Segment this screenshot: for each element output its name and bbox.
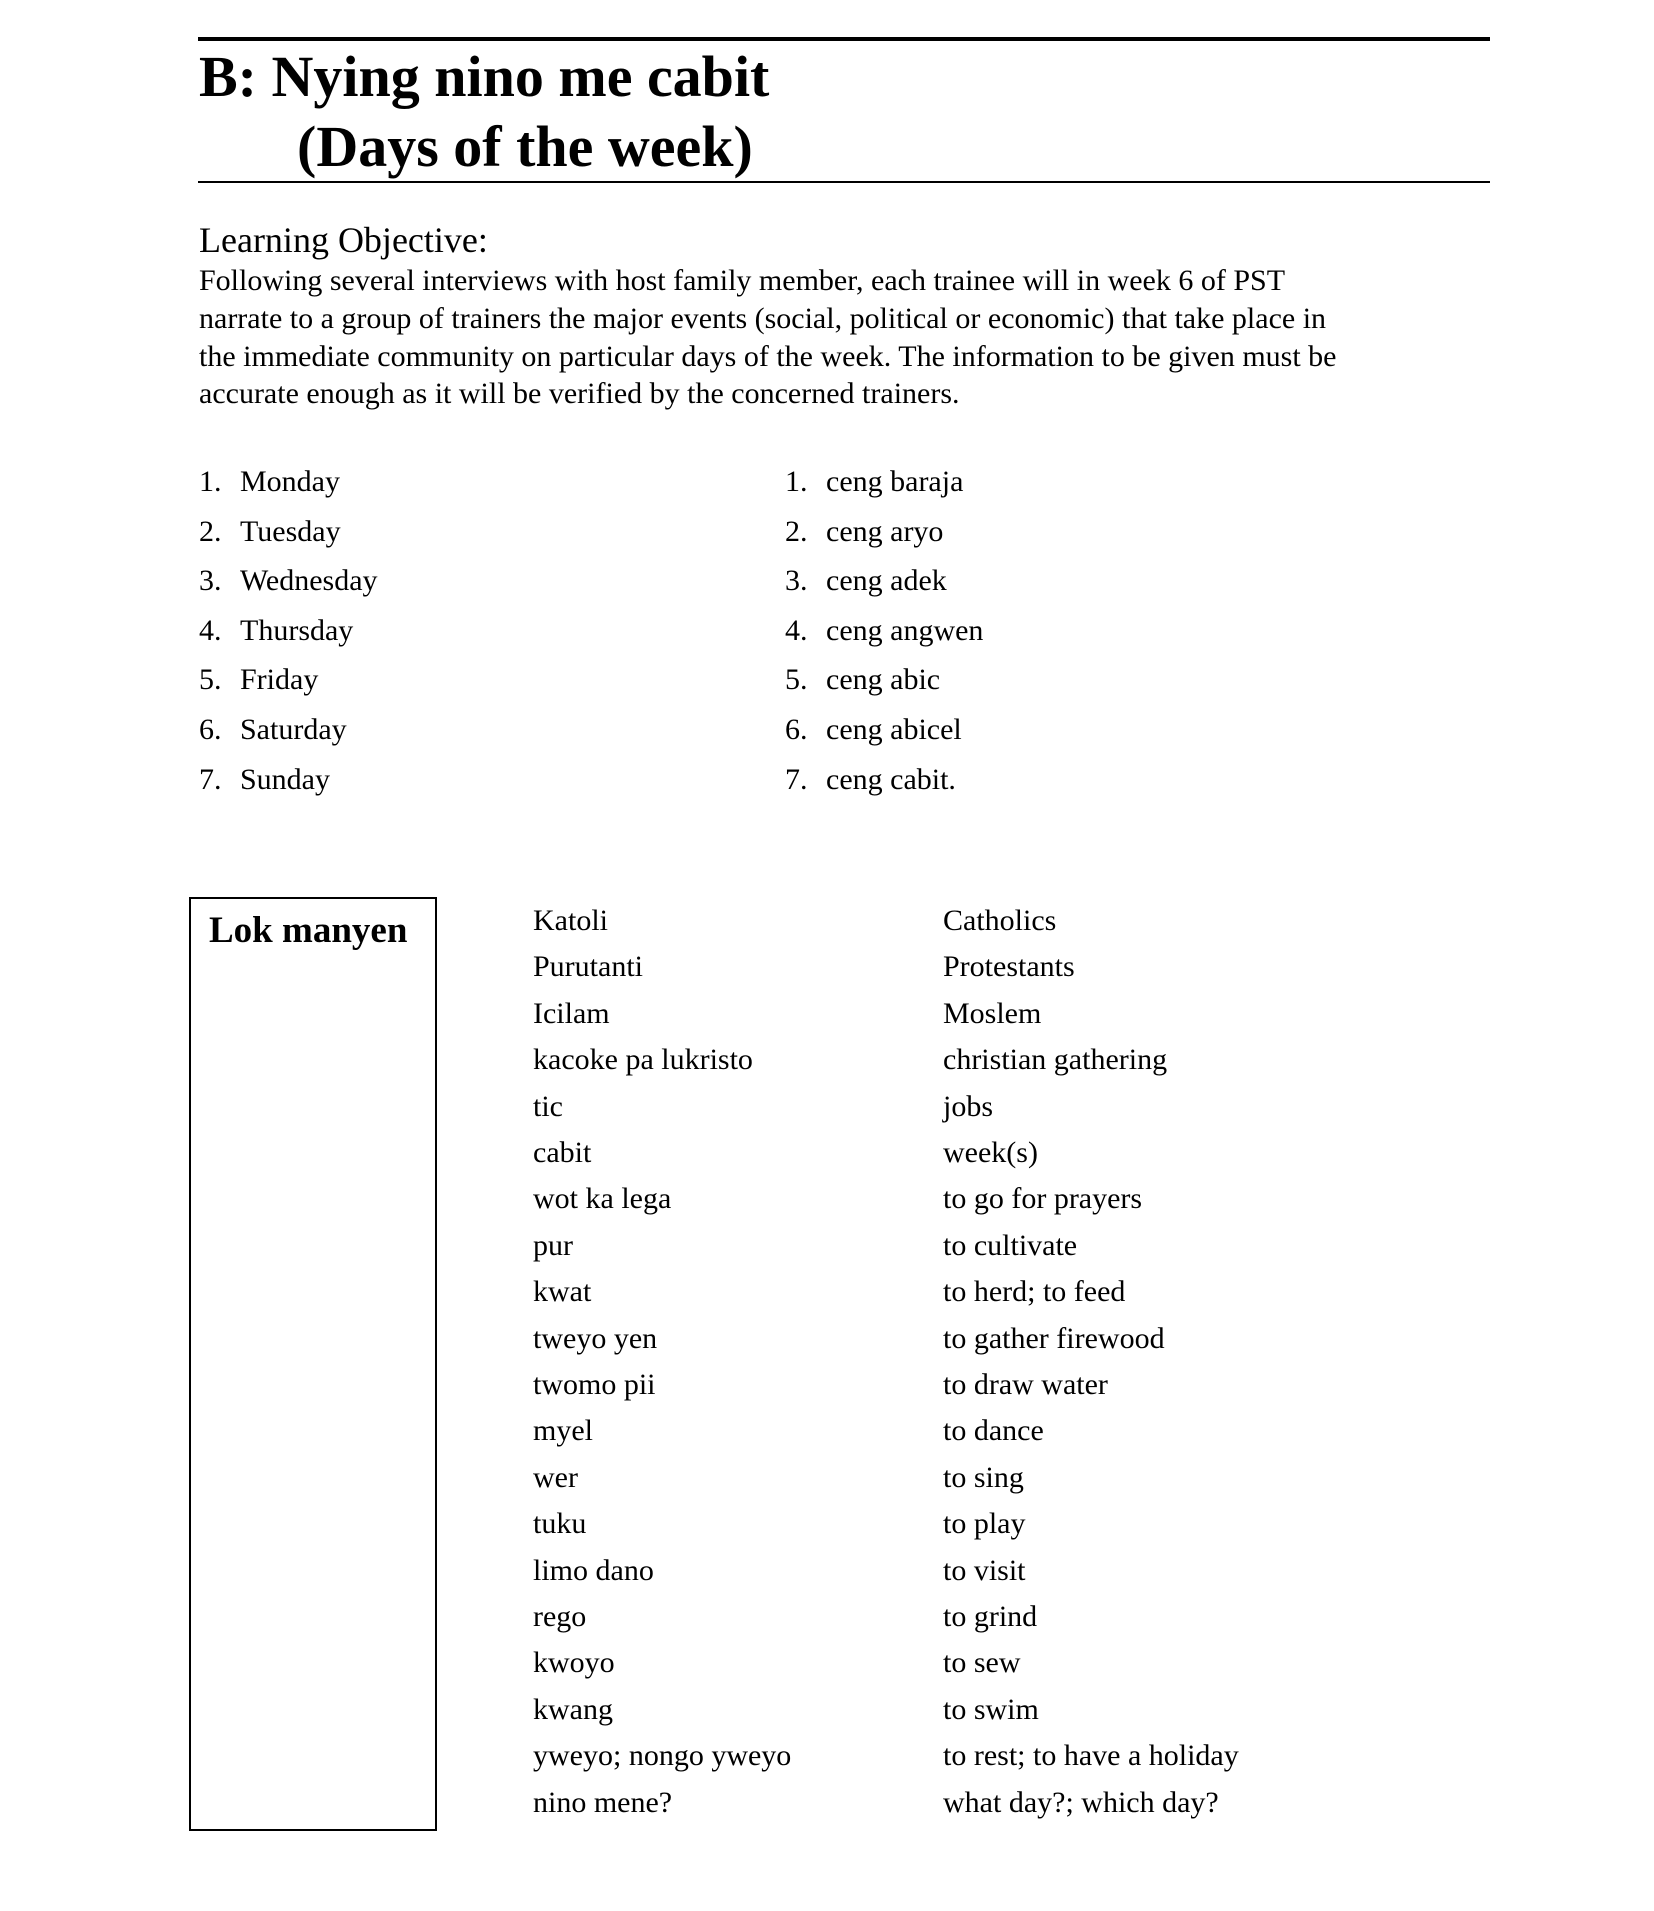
vocab-term: tweyo yen (533, 1321, 658, 1355)
vocab-meaning: what day?; which day? (943, 1785, 1219, 1819)
vocab-meaning: to sing (943, 1460, 1024, 1494)
day-english-name: Friday (240, 663, 319, 697)
vocabulary-box-label: Lok manyen (209, 910, 408, 951)
vocab-term: limo dano (533, 1553, 654, 1587)
vocab-term: kwoyo (533, 1646, 615, 1680)
day-english-name: Wednesday (240, 564, 378, 598)
vocab-term: cabit (533, 1136, 592, 1169)
objective-line: accurate enough as it will be verified by the concerned trainers. (199, 377, 960, 411)
vocab-meaning: christian gathering (943, 1043, 1168, 1077)
vocabulary-label-box (189, 897, 437, 1831)
day-english-number: 1. (199, 465, 222, 498)
vocab-term: myel (533, 1414, 593, 1448)
day-english-number: 2. (199, 514, 222, 548)
section-title: B: Nying nino me cabit (199, 44, 770, 109)
day-english-name: Sunday (240, 762, 330, 796)
vocab-meaning: to grind (943, 1600, 1038, 1633)
vocab-term: wer (533, 1460, 578, 1494)
objective-line: the immediate community on particular days of the week. The information to be given must be (199, 339, 1337, 373)
vocab-term: Katoli (533, 904, 608, 937)
vocab-meaning: to dance (943, 1414, 1044, 1448)
day-local-number: 7. (785, 762, 808, 796)
day-english-number: 7. (199, 762, 222, 796)
day-local-number: 1. (785, 465, 808, 498)
vocab-meaning: to go for prayers (943, 1182, 1143, 1216)
day-english-name: Tuesday (240, 514, 341, 548)
day-local-name: ceng angwen (826, 613, 984, 647)
vocab-meaning: to cultivate (943, 1228, 1078, 1262)
vocab-term: Purutanti (533, 950, 643, 984)
vocab-term: pur (533, 1228, 573, 1262)
vocab-meaning: Protestants (943, 950, 1075, 984)
day-english-number: 4. (199, 613, 222, 647)
vocab-meaning: to swim (943, 1692, 1039, 1726)
day-local-number: 5. (785, 663, 808, 697)
vocab-meaning: week(s) (943, 1136, 1038, 1169)
vocab-meaning: to gather firewood (943, 1321, 1165, 1355)
day-local-name: ceng cabit. (826, 762, 956, 796)
day-local-name: ceng abic (826, 663, 941, 697)
day-english-name: Monday (240, 465, 340, 498)
vocab-term: kacoke pa lukristo (533, 1043, 753, 1077)
vocab-term: Icilam (533, 996, 610, 1030)
vocab-term: wot ka lega (533, 1182, 672, 1216)
vocab-term: kwang (533, 1692, 613, 1726)
objective-heading: Learning Objective: (199, 220, 488, 260)
section-subtitle: (Days of the week) (297, 114, 753, 179)
day-english-name: Thursday (240, 613, 354, 647)
objective-line: Following several interviews with host family member, each trainee will in week 6 of PST (199, 264, 1286, 297)
day-local-name: ceng abicel (826, 713, 962, 746)
vocab-meaning: to visit (943, 1553, 1026, 1587)
vocab-meaning: to sew (943, 1646, 1021, 1680)
top-rule (198, 37, 1490, 41)
day-local-number: 4. (785, 613, 808, 647)
vocab-meaning: to draw water (943, 1368, 1108, 1401)
title-underline (198, 181, 1490, 183)
day-local-name: ceng aryo (826, 514, 944, 548)
vocab-meaning: Moslem (943, 996, 1042, 1030)
day-local-name: ceng baraja (826, 465, 964, 498)
vocab-meaning: to rest; to have a holiday (943, 1739, 1239, 1773)
day-local-number: 6. (785, 713, 808, 746)
objective-line: narrate to a group of trainers the major events (social, political or economic) that take place in (199, 301, 1327, 335)
day-local-number: 3. (785, 564, 808, 598)
vocab-meaning: to herd; to feed (943, 1275, 1126, 1309)
vocab-term: tuku (533, 1507, 587, 1541)
vocab-term: yweyo; nongo yweyo (533, 1739, 792, 1773)
day-english-number: 6. (199, 713, 222, 746)
day-english-number: 3. (199, 564, 222, 598)
day-local-number: 2. (785, 514, 808, 548)
objective-paragraph (199, 262, 1499, 413)
day-english-number: 5. (199, 663, 222, 697)
vocab-meaning: Catholics (943, 904, 1057, 937)
vocab-term: twomo pii (533, 1368, 656, 1401)
day-english-name: Saturday (240, 713, 347, 746)
day-local-name: ceng adek (826, 564, 947, 598)
vocab-meaning: jobs (943, 1089, 994, 1123)
vocab-term: kwat (533, 1275, 592, 1309)
vocab-meaning: to play (943, 1507, 1026, 1541)
vocab-term: nino mene? (533, 1785, 673, 1819)
vocab-term: tic (533, 1089, 563, 1123)
vocab-term: rego (533, 1600, 587, 1633)
